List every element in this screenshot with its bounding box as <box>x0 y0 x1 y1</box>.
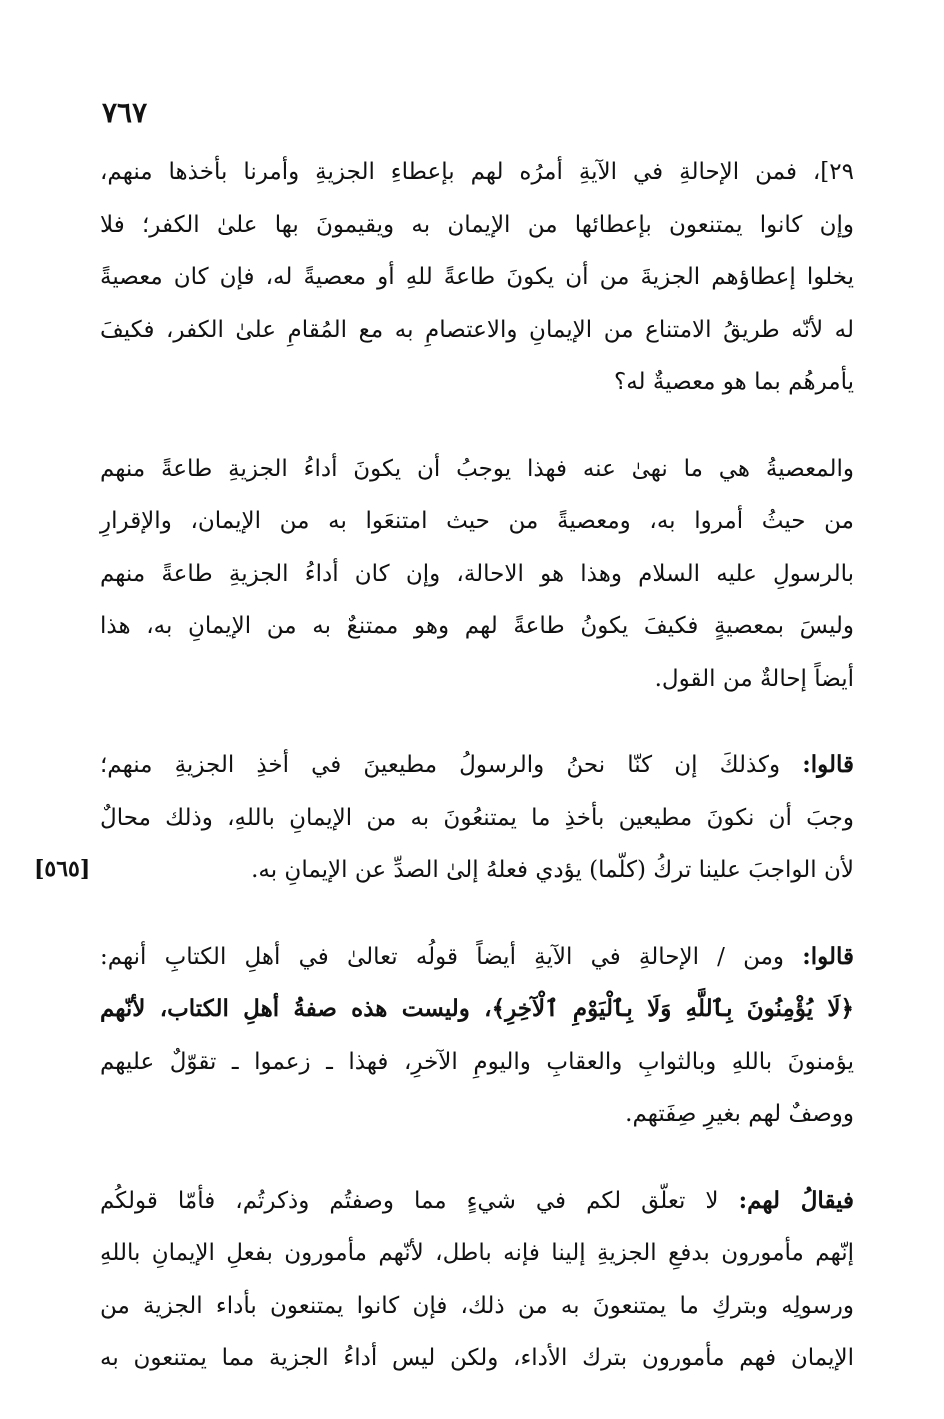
paragraph-4 <box>100 931 854 1141</box>
text-line: يؤمنونَ باللهِ وبالثوابِ والعقابِ واليومِ الآخرِ، فهذا ـ زعموا ـ تقوّلٌ عليهم <box>100 1048 854 1075</box>
text-line: إنّهم مأمورون بدفعِ الجزيةِ إلينا فإنه باطل، لأنّهم مأمورون بفعلِ الإيمانِ باللهِ <box>100 1240 854 1266</box>
quran-verse-line: ﴿لَا يُؤْمِنُونَ بِٱللَّهِ وَلَا بِٱلْيَوْمِ ٱلْآخِرِ﴾، وليست هذه صفةُ أهلِ الكتاب، لأنّهم <box>100 995 854 1022</box>
text-line: ٢٩]، فمن الإحالةِ في الآيةِ أمرُه لهم بإعطاءِ الجزيةِ وأمرنا بأخذها منهم، <box>100 159 855 185</box>
text-line: له لأنّه طريقُ الامتناع من الإيمانِ والاعتصامِ به مع المُقامِ علىٰ الكفر، فكيفَ <box>100 316 854 343</box>
body-text <box>100 146 854 1419</box>
text-line: بالرسولِ عليه السلام وهذا هو الاحالة، وإن كان أداءُ الجزيةِ طاعةً منهم <box>100 560 854 587</box>
text-line: من حيثُ أمروا به، ومعصيةً من حيث امتنعَوا به من الإيمان، والإقرارِ <box>100 508 854 534</box>
text-line: وإن كانوا يمتنعون بإعطائها من الإيمان به ويقيمونَ بها علىٰ الكفر؛ فلا <box>100 211 854 238</box>
text-line: يخلوا إعطاؤهم الجزيةَ من أن يكونَ طاعةً للهِ أو معصيةً له، فإن كان معصيةً <box>100 264 854 290</box>
text-line-with-lead <box>100 931 854 984</box>
text-line-content: ومن / الإحالةِ في الآيةِ أيضاً قولُه تعالىٰ في أهلِ الكتابِ أنهم: <box>100 943 785 970</box>
text-line: الإيمان فهم مأمورون بترك الأداء، ولكن ليس أداءُ الجزية مما يمتنعون به <box>100 1345 854 1371</box>
paragraph-1 <box>100 146 854 409</box>
text-line: والمعصيةُ هي ما نهىٰ عنه فهذا يوجبُ أن يكونَ أداءُ الجزيةِ طاعةً منهم <box>100 455 854 482</box>
text-line: ورسولِه وبتركِ ما يمتنعونَ به من ذلك، فإن كانوا يمتنعون بأداء الجزية من <box>100 1292 854 1319</box>
text-line: يأمرهُم بما هو معصيةٌ له؟ <box>614 369 854 395</box>
lead-word: قالوا: <box>802 751 855 778</box>
page-number: ٧٦٧ <box>102 96 148 129</box>
text-line-content: لا تعلّق لكم في شيءٍ مما وصفتُم وذكرتُم، فأمّا قولكُم <box>100 1187 719 1214</box>
lead-word: فيقالُ لهم: <box>738 1186 855 1214</box>
lead-word: قالوا: <box>802 942 854 970</box>
text-line: لأن الواجبَ علينا تركُ (كلّما) يؤدي فعلهُ إلىٰ الصدِّ عن الإيمانِ به. <box>251 857 854 883</box>
text-line: ووصفٌ لهم بغيرِ صِفَتهم. <box>625 1101 854 1127</box>
manuscript-page-reference: [٥٦٥] <box>34 856 91 882</box>
text-line: أيضاً إحالةٌ من القول. <box>654 665 854 692</box>
paragraph-5 <box>100 1175 854 1385</box>
text-line-with-lead <box>100 739 854 792</box>
text-line-with-lead <box>100 1175 854 1228</box>
text-line-content: وكذلكَ إن كنّا نحنُ والرسولُ مطيعينَ في أخذِ الجزيةِ منهم؛ <box>100 752 781 778</box>
paragraph-2 <box>100 443 854 706</box>
text-line: وجبَ أن نكونَ مطيعين بأخذِ ما يمتنعُونَ به من الإيمانِ باللهِ، وذلك محالٌ <box>100 804 854 831</box>
text-line: وليسَ بمعصيةٍ فكيفَ يكونُ طاعةً لهم وهو ممتنعٌ به من الإيمانِ به، هذا <box>100 613 854 639</box>
paragraph-3 <box>100 739 854 897</box>
